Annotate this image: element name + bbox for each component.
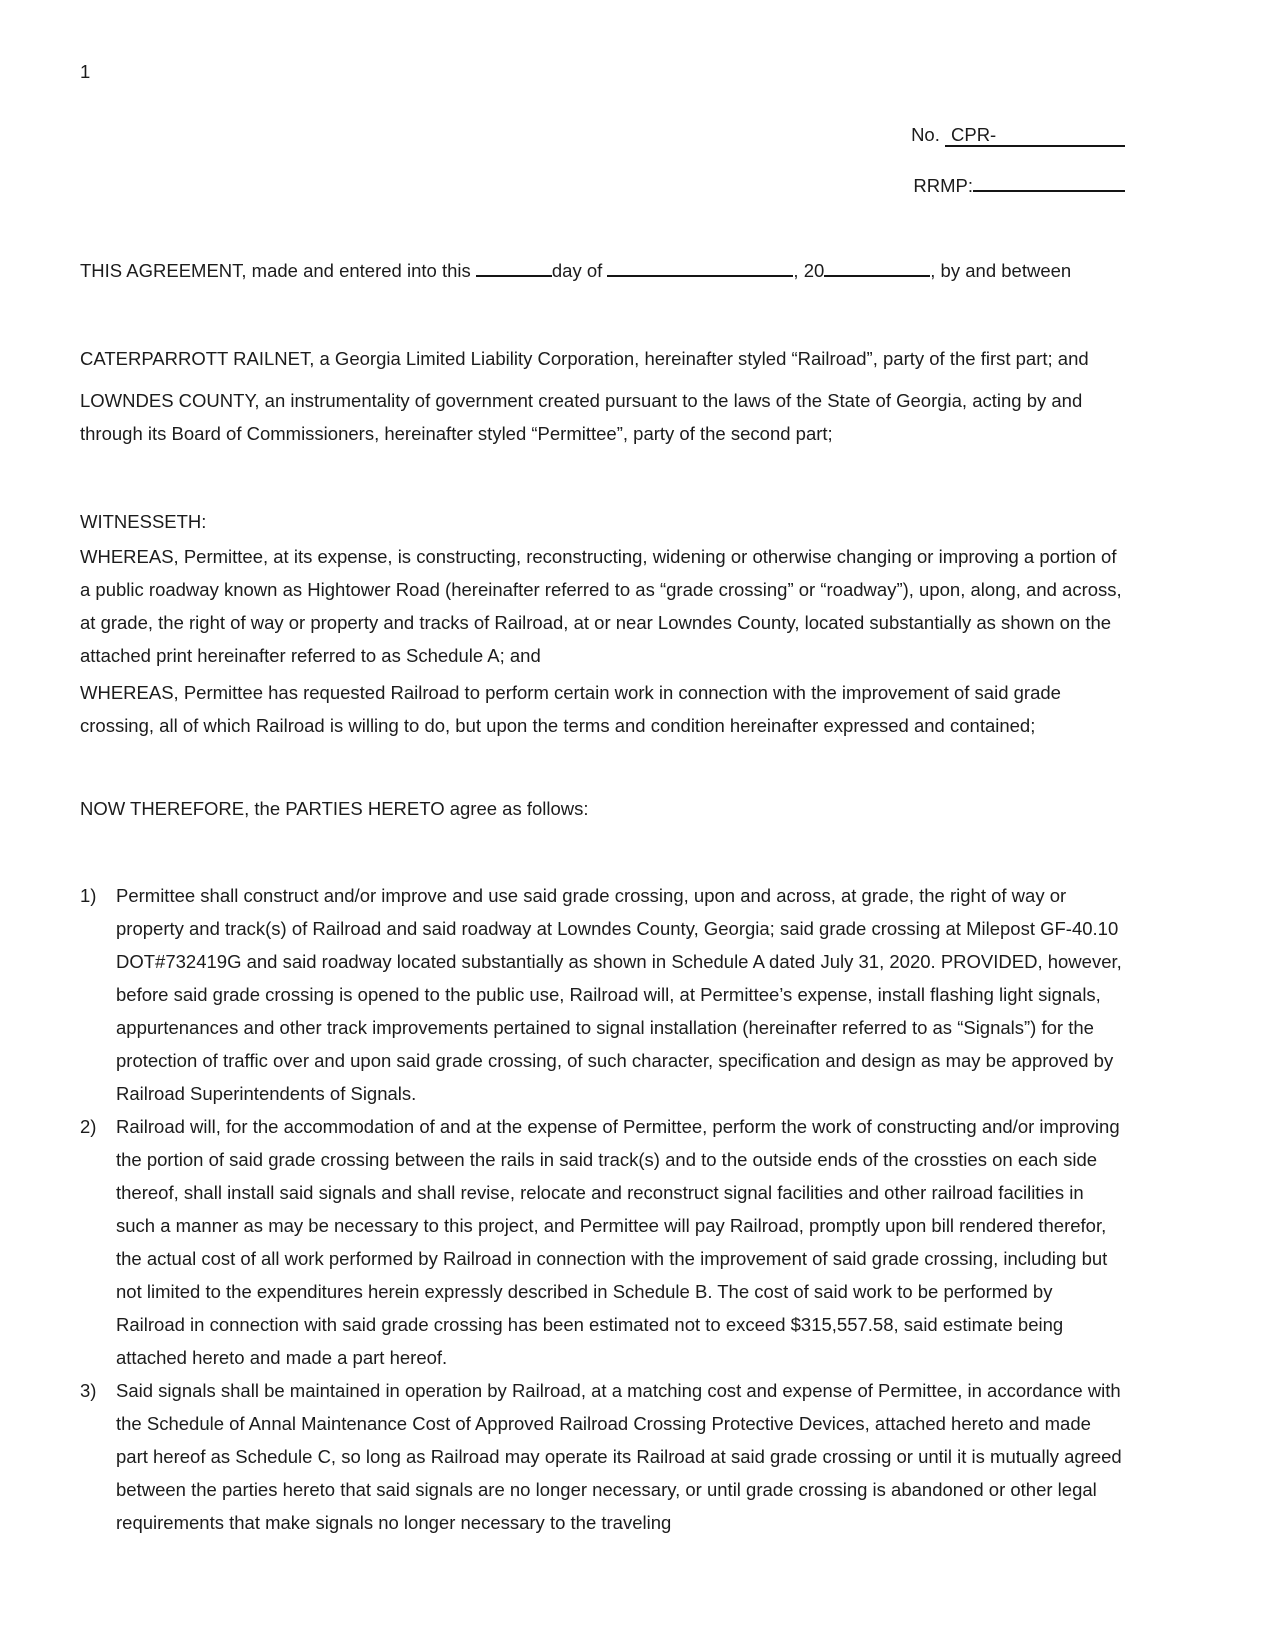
agreement-intro-line [80, 254, 1125, 287]
list-item [80, 1110, 1125, 1374]
month-blank-line [607, 255, 793, 277]
intro-text-3: , 20 [793, 260, 825, 281]
list-item [80, 1374, 1125, 1539]
year-blank-line [824, 255, 930, 277]
rrmp-field [973, 168, 1125, 192]
clause-number: 2) [80, 1116, 97, 1137]
agreement-number-field [945, 123, 1125, 147]
paragraph-whereas-2: WHEREAS, Permittee has requested Railroad to perform certain work in connection with the improvement of said grade crossing, all of which Railroad is willing to do, but upon the terms and condition hereinafter expressed and contained; [80, 682, 1061, 736]
witnesseth-heading: WITNESSETH: [80, 511, 207, 532]
paragraph-party-second: LOWNDES COUNTY, an instrumentality of government created pursuant to the laws of the State of Georgia, acting by and through its Board of Commissioners, hereinafter styled “Permittee”, party of the second part; [80, 390, 1083, 444]
rrmp-label: RRMP: [913, 175, 973, 196]
page-number: 1 [80, 61, 91, 82]
header-fields [80, 118, 1125, 202]
cpr-prefix: CPR- [951, 124, 997, 145]
clause-text: Permittee shall construct and/or improve and use said grade crossing, upon and across, at grade, the right of way or property and track(s) of Railroad and said roadway at Lowndes County, Georgia; said grade crossing at Milepost GF-40.10 DOT#732419G and said roadway located substantially as shown in Schedule A dated July 31, 2020. PROVIDED, however, before said grade crossing is opened to the public use, Railroad will, at Permittee’s expense, install flashing light signals, appurtenances and other track improvements pertained to signal installation (hereinafter referred to as “Signals”) for the protection of traffic over and upon said grade crossing, of such character, specification and design as may be approved by Railroad Superintendents of Signals. [116, 885, 1122, 1104]
list-item [80, 879, 1125, 1110]
intro-text-1: THIS AGREEMENT, made and entered into this [80, 260, 471, 281]
day-blank-line [476, 255, 552, 277]
paragraph-party-first: CATERPARROTT RAILNET, a Georgia Limited Liability Corporation, hereinafter styled “Railroad”, party of the first part; and [80, 348, 1089, 369]
clause-text: Said signals shall be maintained in operation by Railroad, at a matching cost and expense of Permittee, in accordance with the Schedule of Annal Maintenance Cost of Approved Railroad Crossing Protective Devices, attached hereto and made part hereof as Schedule C, so long as Railroad may operate its Railroad at said grade crossing or until it is mutually agreed between the parties hereto that said signals are no longer necessary, or until grade crossing is abandoned or other legal requirements that make signals no longer necessary to the traveling [116, 1380, 1122, 1533]
intro-text-2: day of [551, 260, 603, 281]
clause-number: 3) [80, 1380, 97, 1401]
paragraph-whereas-1: WHEREAS, Permittee, at its expense, is constructing, reconstructing, widening or otherwise changing or improving a portion of a public roadway known as Hightower Road (hereinafter referred to as “grade crossing” or “roadway”), upon, along, and across, at grade, the right of way or property and tracks of Railroad, at or near Lowndes County, located substantially as shown on the attached print hereinafter referred to as Schedule A; and [80, 546, 1122, 666]
no-label: No. [911, 124, 940, 145]
clause-number: 1) [80, 885, 97, 906]
rrmp-row [80, 168, 1125, 202]
agreement-number-row [80, 118, 1125, 151]
numbered-clause-list [80, 879, 1125, 1539]
intro-text-4: , by and between [930, 260, 1072, 281]
now-therefore-line: NOW THEREFORE, the PARTIES HERETO agree as follows: [80, 798, 589, 819]
clause-text: Railroad will, for the accommodation of and at the expense of Permittee, perform the work of constructing and/or improving the portion of said grade crossing between the rails in said track(s) and to the outside ends of the crossties on each side thereof, shall install said signals and shall revise, relocate and reconstruct signal facilities and other railroad facilities in such a manner as may be necessary to this project, and Permittee will pay Railroad, promptly upon bill rendered therefor, the actual cost of all work performed by Railroad in connection with the improvement of said grade crossing, including but not limited to the expenditures herein expressly described in Schedule B. The cost of said work to be performed by Railroad in connection with said grade crossing has been estimated not to exceed $315,557.58, said estimate being attached hereto and made a part hereof. [116, 1116, 1120, 1368]
